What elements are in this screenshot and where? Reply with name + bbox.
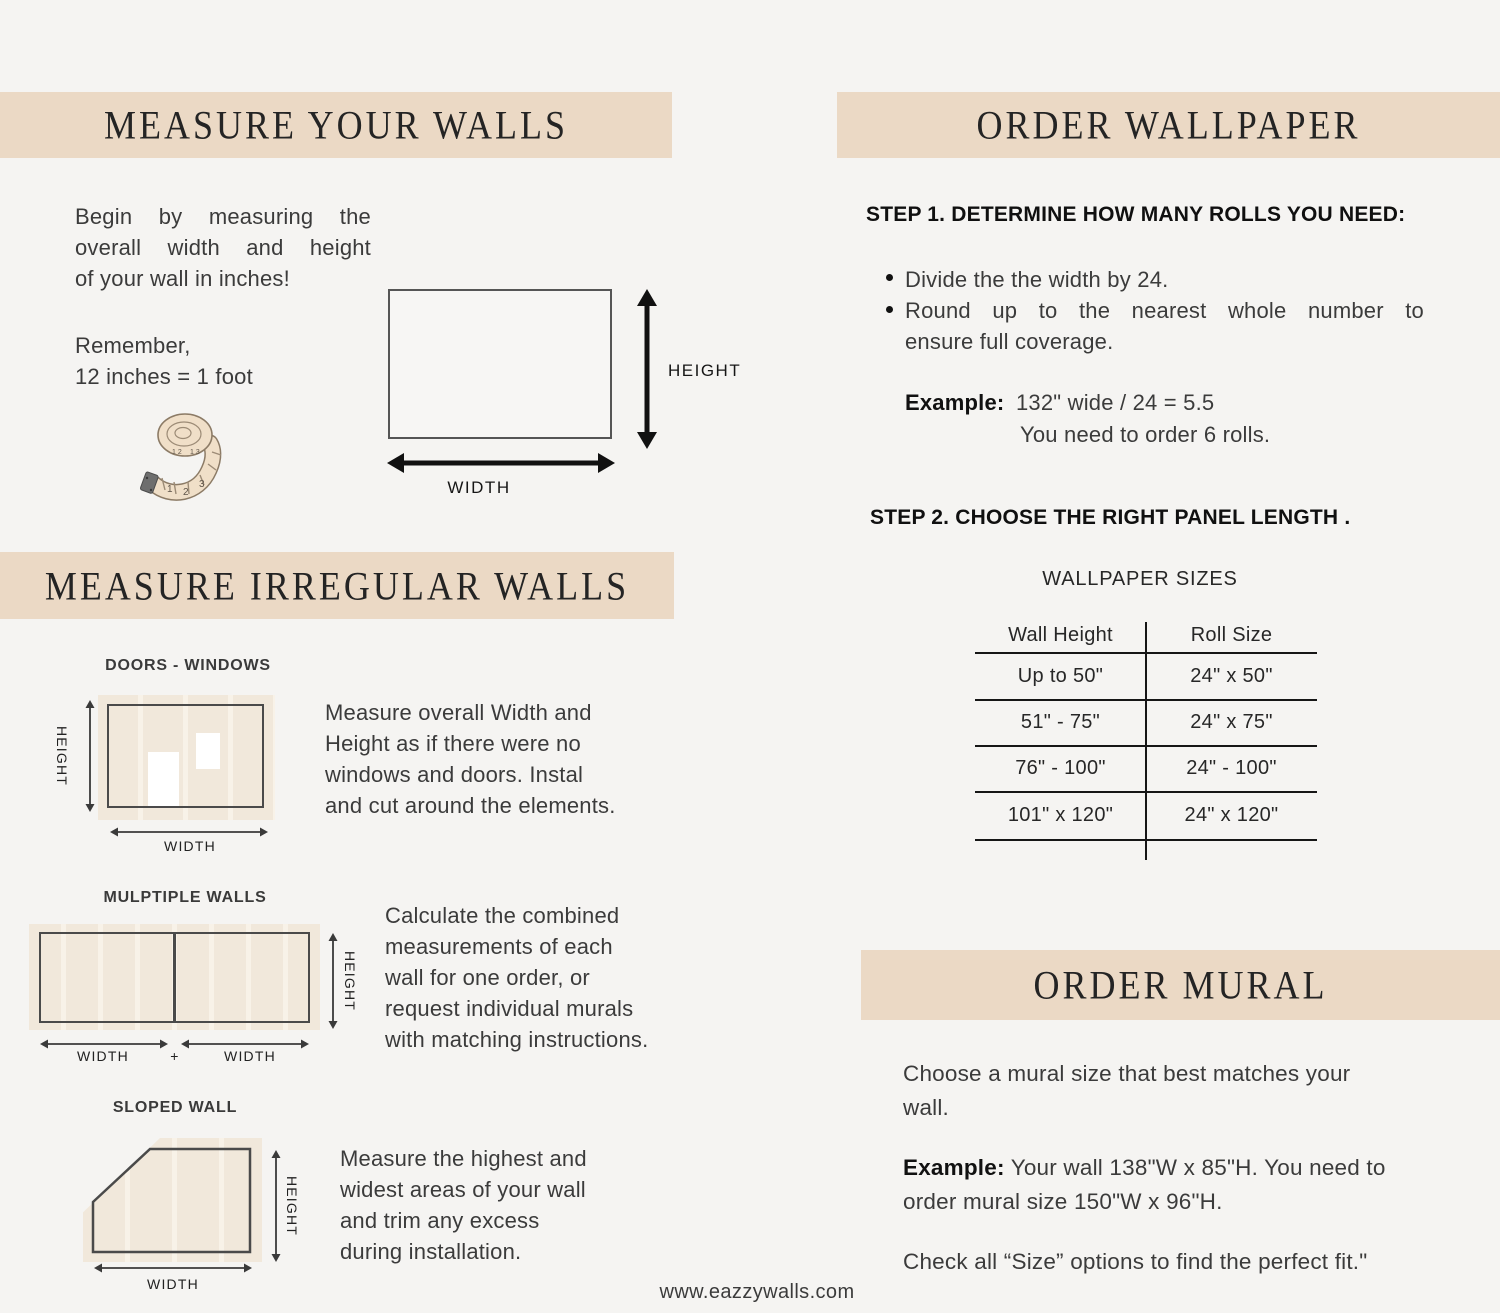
doors-width-label: WIDTH: [164, 838, 216, 854]
svg-text:1: 1: [167, 484, 173, 495]
mural-example-label: Example:: [903, 1155, 1005, 1180]
width-arrow-icon: [387, 448, 615, 478]
text-line: request individual murals: [385, 996, 634, 1021]
intro-line: overall width and height: [75, 235, 371, 260]
cell-wall-height: 101" x 120": [1007, 804, 1114, 826]
measure-irregular-title: MEASURE IRREGULAR WALLS: [44, 563, 630, 608]
table-column-divider: [1145, 622, 1147, 860]
multiple-width-label-right: WIDTH: [224, 1048, 276, 1064]
svg-text:1 3: 1 3: [190, 449, 200, 456]
mural-example-line1: [903, 1152, 1386, 1183]
cell-roll-size: 24" - 100": [1186, 757, 1277, 779]
svg-text:3: 3: [199, 479, 205, 490]
step1-example-line2: You need to order 6 rolls.: [1020, 422, 1271, 447]
text-line: with matching instructions.: [385, 1027, 649, 1052]
text-line: measurements of each: [385, 934, 613, 959]
multiple-walls-text: [385, 900, 648, 1055]
cell-roll-size: 24" x 50": [1190, 665, 1273, 687]
remember-note: [75, 330, 253, 392]
text-line: wall for one order, or: [385, 965, 590, 990]
measure-walls-band: [0, 92, 672, 158]
footer-url: www.eazzywalls.com: [659, 1281, 855, 1303]
multiple-height-arrow-icon: [325, 933, 341, 1029]
text-line: Calculate the combined: [385, 903, 620, 928]
width-label: WIDTH: [447, 478, 511, 497]
order-wallpaper-band: [837, 92, 1500, 158]
intro-paragraph: [75, 201, 371, 294]
text-line: Choose a mural size that best matches your: [903, 1061, 1351, 1086]
sloped-height-label: HEIGHT: [284, 1175, 300, 1237]
text-line: Measure the highest and: [340, 1146, 587, 1171]
bullet-icon: [886, 274, 893, 281]
multiple-diagram-divider: [173, 932, 176, 1023]
step1-heading: STEP 1. DETERMINE HOW MANY ROLLS YOU NEED:: [866, 203, 1406, 226]
mural-check-note: Check all “Size” options to find the perfect fit.": [903, 1249, 1368, 1274]
multiple-height-label: HEIGHT: [342, 950, 358, 1012]
wallpaper-sizes-title: WALLPAPER SIZES: [1042, 568, 1238, 590]
door-shape: [148, 752, 179, 806]
plus-label: +: [170, 1048, 180, 1064]
cell-wall-height: Up to 50": [1017, 665, 1104, 687]
step1-example-label: Example:: [905, 390, 1005, 415]
cell-wall-height: 76" - 100": [1015, 757, 1106, 779]
step1-example-line1: 132" wide / 24 = 5.5: [1016, 390, 1215, 415]
svg-text:2: 2: [183, 487, 189, 498]
text-line: ensure full coverage.: [905, 329, 1114, 354]
remember-line: Remember,: [75, 333, 191, 358]
text-line: and trim any excess: [340, 1208, 540, 1233]
step2-heading: STEP 2. CHOOSE THE RIGHT PANEL LENGTH .: [870, 506, 1351, 529]
text-line: Round up to the nearest whole number to: [905, 298, 1424, 323]
doors-height-label: HEIGHT: [54, 725, 70, 787]
mural-paragraph: [903, 1057, 1350, 1125]
doors-height-arrow-icon: [82, 700, 98, 812]
doors-diagram-outline: [107, 704, 264, 808]
text-line: wall.: [903, 1095, 950, 1120]
text-line: Height as if there were no: [325, 731, 581, 756]
intro-line: Begin by measuring the: [75, 204, 371, 229]
wallpaper-sizes-table: [975, 618, 1317, 860]
intro-line: of your wall in inches!: [75, 266, 290, 291]
order-mural-band: [861, 950, 1500, 1020]
measure-walls-title: MEASURE YOUR WALLS: [103, 102, 569, 148]
doors-windows-text: [325, 697, 616, 821]
sloped-width-arrow-icon: [94, 1260, 252, 1276]
text-line: widest areas of your wall: [340, 1177, 586, 1202]
text-line: and cut around the elements.: [325, 793, 616, 818]
height-label: HEIGHT: [668, 361, 742, 380]
cell-roll-size: 24" x 120": [1184, 804, 1279, 826]
col-header-wall-height: Wall Height: [1008, 623, 1113, 646]
step1-bullet-2: [905, 295, 1424, 357]
sloped-width-label: WIDTH: [147, 1276, 199, 1292]
wall-diagram-rect: [388, 289, 612, 439]
remember-line: 12 inches = 1 foot: [75, 364, 253, 389]
cell-roll-size: 24" x 75": [1190, 711, 1273, 733]
doors-windows-label: DOORS - WINDOWS: [105, 657, 271, 674]
multiple-width-label-left: WIDTH: [77, 1048, 129, 1064]
bullet-icon: [886, 306, 893, 313]
sloped-height-arrow-icon: [268, 1150, 284, 1262]
sloped-wall-text: [340, 1143, 587, 1267]
height-arrow-icon: [632, 289, 662, 449]
svg-text:1 2: 1 2: [172, 449, 182, 456]
measure-irregular-band: [0, 552, 674, 619]
step1-bullet-1: Divide the the width by 24.: [905, 267, 1169, 292]
window-shape: [196, 733, 220, 769]
cell-wall-height: 51" - 75": [1020, 711, 1101, 733]
col-header-roll-size: Roll Size: [1190, 623, 1273, 646]
order-wallpaper-title: ORDER WALLPAPER: [976, 102, 1361, 148]
text-line: during installation.: [340, 1239, 522, 1264]
multiple-walls-label: MULPTIPLE WALLS: [103, 889, 267, 906]
text-line: windows and doors. Instal: [325, 762, 584, 787]
mural-example-rest: Your wall 138"W x 85"H. You need to: [1010, 1155, 1386, 1180]
text-line: Measure overall Width and: [325, 700, 592, 725]
mural-example-line2: order mural size 150"W x 96"H.: [903, 1189, 1223, 1214]
tape-measure-icon: [138, 408, 242, 506]
sloped-diagram-outline: [88, 1144, 258, 1259]
sloped-wall-label: SLOPED WALL: [112, 1099, 238, 1116]
order-mural-title: ORDER MURAL: [1033, 962, 1328, 1008]
